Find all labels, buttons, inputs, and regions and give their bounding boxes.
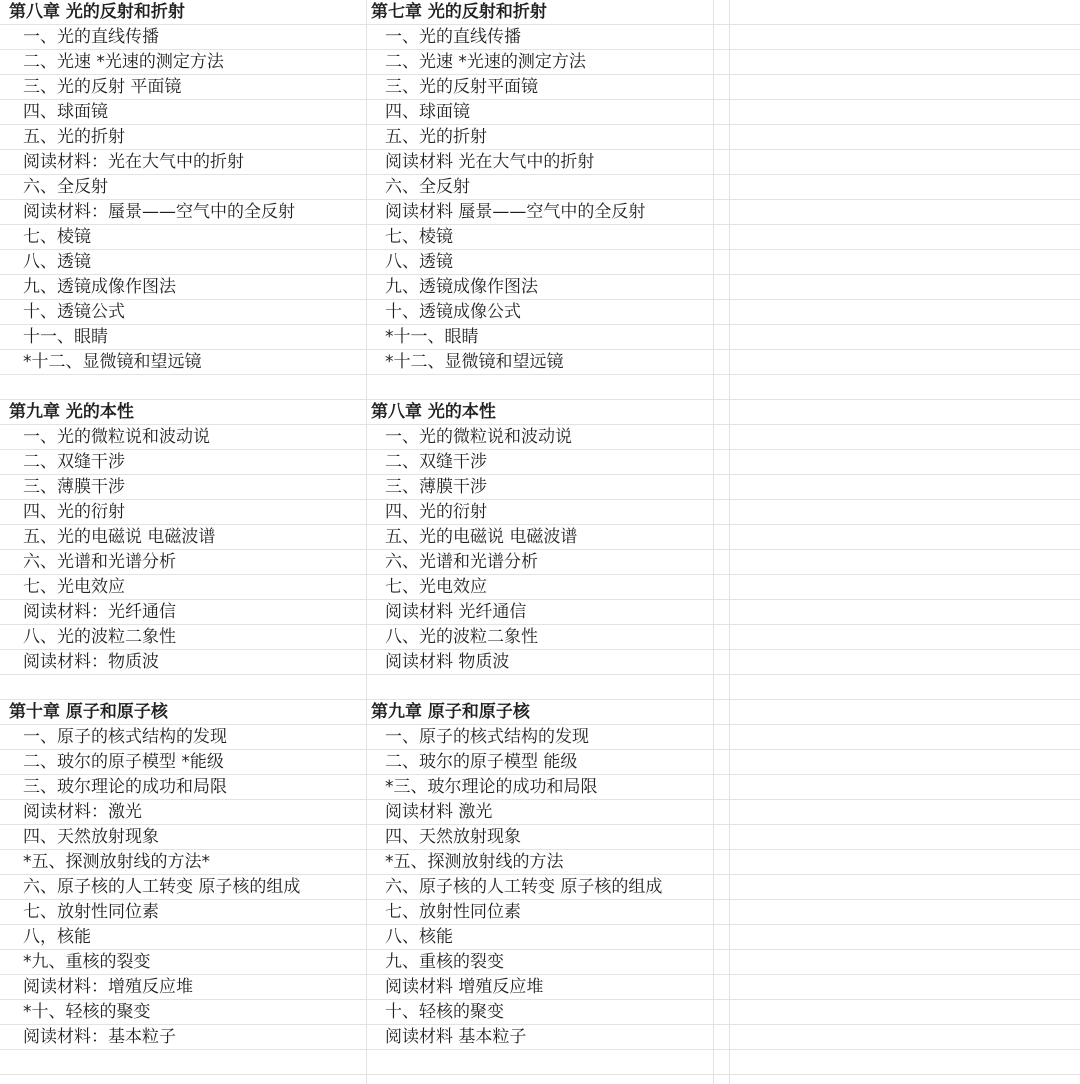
cell-col-a[interactable]: 五、光的电磁说 电磁波谱 (23, 527, 216, 547)
table-row (0, 350, 1080, 375)
cell-col-a[interactable]: 阅读材料：激光 (23, 802, 142, 822)
table-row (0, 700, 1080, 725)
table-row (0, 800, 1080, 825)
table-row (0, 1000, 1080, 1025)
table-row (0, 0, 1080, 25)
cell-col-b[interactable]: 五、光的电磁说 电磁波谱 (385, 527, 578, 547)
cell-col-b[interactable]: 五、光的折射 (385, 127, 487, 147)
cell-col-b[interactable]: 六、全反射 (385, 177, 470, 197)
cell-col-b[interactable]: 三、光的反射平面镜 (385, 77, 538, 97)
table-row (0, 600, 1080, 625)
table-row (0, 575, 1080, 600)
cell-col-b[interactable]: 二、玻尔的原子模型 能级 (385, 752, 578, 772)
cell-col-b[interactable]: 阅读材料 增殖反应堆 (385, 977, 544, 997)
table-row (0, 475, 1080, 500)
table-row (0, 525, 1080, 550)
table-row (0, 450, 1080, 475)
table-row (0, 550, 1080, 575)
cell-col-a[interactable]: 阅读材料：物质波 (23, 652, 159, 672)
cell-col-b[interactable]: 阅读材料 基本粒子 (385, 1027, 527, 1047)
cell-col-b[interactable]: 二、双缝干涉 (385, 452, 487, 472)
cell-col-a[interactable]: 六、全反射 (23, 177, 108, 197)
table-row (0, 325, 1080, 350)
cell-col-a[interactable]: 八、光的波粒二象性 (23, 627, 176, 647)
table-row (0, 825, 1080, 850)
cell-col-b[interactable]: 一、光的微粒说和波动说 (385, 427, 572, 447)
cell-col-b[interactable]: 阅读材料 物质波 (385, 652, 510, 672)
table-row (0, 750, 1080, 775)
cell-col-a[interactable]: 三、光的反射 平面镜 (23, 77, 182, 97)
chapter-heading-col-b[interactable]: 第七章 光的反射和折射 (371, 2, 547, 22)
cell-col-b[interactable]: 八、透镜 (385, 252, 453, 272)
cell-col-a[interactable]: *十二、显微镜和望远镜 (23, 352, 202, 372)
cell-col-b[interactable]: 阅读材料 光在大气中的折射 (385, 152, 595, 172)
cell-col-b[interactable]: 四、球面镜 (385, 102, 470, 122)
table-row (0, 725, 1080, 750)
table-row (0, 275, 1080, 300)
cell-col-b[interactable]: 阅读材料 光纤通信 (385, 602, 527, 622)
table-row (0, 100, 1080, 125)
chapter-heading-col-b[interactable]: 第八章 光的本性 (371, 402, 496, 422)
cell-col-b[interactable]: 七、放射性同位素 (385, 902, 521, 922)
cell-col-b[interactable]: 七、棱镜 (385, 227, 453, 247)
cell-col-a[interactable]: 四、球面镜 (23, 102, 108, 122)
table-row (0, 250, 1080, 275)
table-row (0, 625, 1080, 650)
table-row (0, 1050, 1080, 1075)
cell-col-a[interactable]: 八，核能 (23, 927, 91, 947)
cell-col-b[interactable]: *五、探测放射线的方法 (385, 852, 564, 872)
table-row (0, 1025, 1080, 1050)
table-row (0, 900, 1080, 925)
cell-col-b[interactable]: 六、光谱和光谱分析 (385, 552, 538, 572)
chapter-heading-col-a[interactable]: 第十章 原子和原子核 (9, 702, 168, 722)
cell-col-a[interactable]: 三、薄膜干涉 (23, 477, 125, 497)
table-row (0, 300, 1080, 325)
table-row (0, 850, 1080, 875)
cell-col-a[interactable]: *九、重核的裂变 (23, 952, 151, 972)
cell-col-a[interactable]: 十一、眼睛 (23, 327, 108, 347)
table-row (0, 875, 1080, 900)
table-row (0, 925, 1080, 950)
table-row (0, 150, 1080, 175)
table-row (0, 950, 1080, 975)
cell-col-a[interactable]: 四、光的衍射 (23, 502, 125, 522)
cell-col-b[interactable]: 三、薄膜干涉 (385, 477, 487, 497)
table-row (0, 75, 1080, 100)
cell-col-a[interactable]: 阅读材料：光在大气中的折射 (23, 152, 244, 172)
cell-col-b[interactable]: 一、原子的核式结构的发现 (385, 727, 589, 747)
table-row (0, 400, 1080, 425)
chapter-heading-col-a[interactable]: 第八章 光的反射和折射 (9, 2, 185, 22)
cell-col-b[interactable]: 九、重核的裂变 (385, 952, 504, 972)
cell-col-b[interactable]: 九、透镜成像作图法 (385, 277, 538, 297)
cell-col-b[interactable]: 六、原子核的人工转变 原子核的组成 (385, 877, 663, 897)
cell-col-a[interactable]: 九、透镜成像作图法 (23, 277, 176, 297)
table-row (0, 50, 1080, 75)
cell-col-a[interactable]: 十、透镜公式 (23, 302, 125, 322)
cell-col-a[interactable]: 二、玻尔的原子模型 *能级 (23, 752, 224, 772)
cell-col-a[interactable]: 八、透镜 (23, 252, 91, 272)
cell-col-b[interactable]: *十一、眼睛 (385, 327, 479, 347)
cell-col-a[interactable]: *五、探测放射线的方法* (23, 852, 210, 872)
cell-col-a[interactable]: 阅读材料：光纤通信 (23, 602, 176, 622)
cell-col-b[interactable]: 十、透镜成像公式 (385, 302, 521, 322)
cell-col-a[interactable]: 一、光的直线传播 (23, 27, 159, 47)
cell-col-a[interactable]: 七、光电效应 (23, 577, 125, 597)
table-row (0, 125, 1080, 150)
cell-col-a[interactable]: 一、光的微粒说和波动说 (23, 427, 210, 447)
cell-col-b[interactable]: 一、光的直线传播 (385, 27, 521, 47)
cell-col-a[interactable]: 六、光谱和光谱分析 (23, 552, 176, 572)
cell-col-b[interactable]: *三、玻尔理论的成功和局限 (385, 777, 598, 797)
cell-col-b[interactable]: 二、光速 *光速的测定方法 (385, 52, 586, 72)
cell-col-b[interactable]: 十、轻核的聚变 (385, 1002, 504, 1022)
table-row (0, 675, 1080, 700)
cell-col-b[interactable]: 七、光电效应 (385, 577, 487, 597)
cell-col-a[interactable]: 阅读材料：增殖反应堆 (23, 977, 193, 997)
cell-col-a[interactable]: 一、原子的核式结构的发现 (23, 727, 227, 747)
chapter-heading-col-b[interactable]: 第九章 原子和原子核 (371, 702, 530, 722)
table-row (0, 975, 1080, 1000)
cell-col-a[interactable]: 七、放射性同位素 (23, 902, 159, 922)
table-row (0, 775, 1080, 800)
table-row (0, 225, 1080, 250)
cell-col-b[interactable]: 八、光的波粒二象性 (385, 627, 538, 647)
cell-col-b[interactable]: 四、天然放射现象 (385, 827, 521, 847)
cell-col-b[interactable]: 阅读材料 激光 (385, 802, 493, 822)
table-row (0, 200, 1080, 225)
cell-col-a[interactable]: 四、天然放射现象 (23, 827, 159, 847)
cell-col-b[interactable]: *十二、显微镜和望远镜 (385, 352, 564, 372)
cell-col-b[interactable]: 八、核能 (385, 927, 453, 947)
table-row (0, 500, 1080, 525)
table-row (0, 425, 1080, 450)
table-row (0, 25, 1080, 50)
cell-col-a[interactable]: 阅读材料：基本粒子 (23, 1027, 176, 1047)
cell-col-a[interactable]: 二、光速 *光速的测定方法 (23, 52, 224, 72)
table-row (0, 650, 1080, 675)
table-row (0, 175, 1080, 200)
cell-col-b[interactable]: 四、光的衍射 (385, 502, 487, 522)
cell-col-a[interactable]: 五、光的折射 (23, 127, 125, 147)
cell-col-a[interactable]: 七、棱镜 (23, 227, 91, 247)
cell-col-a[interactable]: 二、双缝干涉 (23, 452, 125, 472)
chapter-heading-col-a[interactable]: 第九章 光的本性 (9, 402, 134, 422)
cell-col-a[interactable]: 阅读材料：蜃景——空气中的全反射 (23, 202, 295, 222)
cell-col-a[interactable]: 三、玻尔理论的成功和局限 (23, 777, 227, 797)
table-row (0, 375, 1080, 400)
cell-col-a[interactable]: *十、轻核的聚变 (23, 1002, 151, 1022)
cell-col-b[interactable]: 阅读材料 蜃景——空气中的全反射 (385, 202, 646, 222)
cell-col-a[interactable]: 六、原子核的人工转变 原子核的组成 (23, 877, 301, 897)
